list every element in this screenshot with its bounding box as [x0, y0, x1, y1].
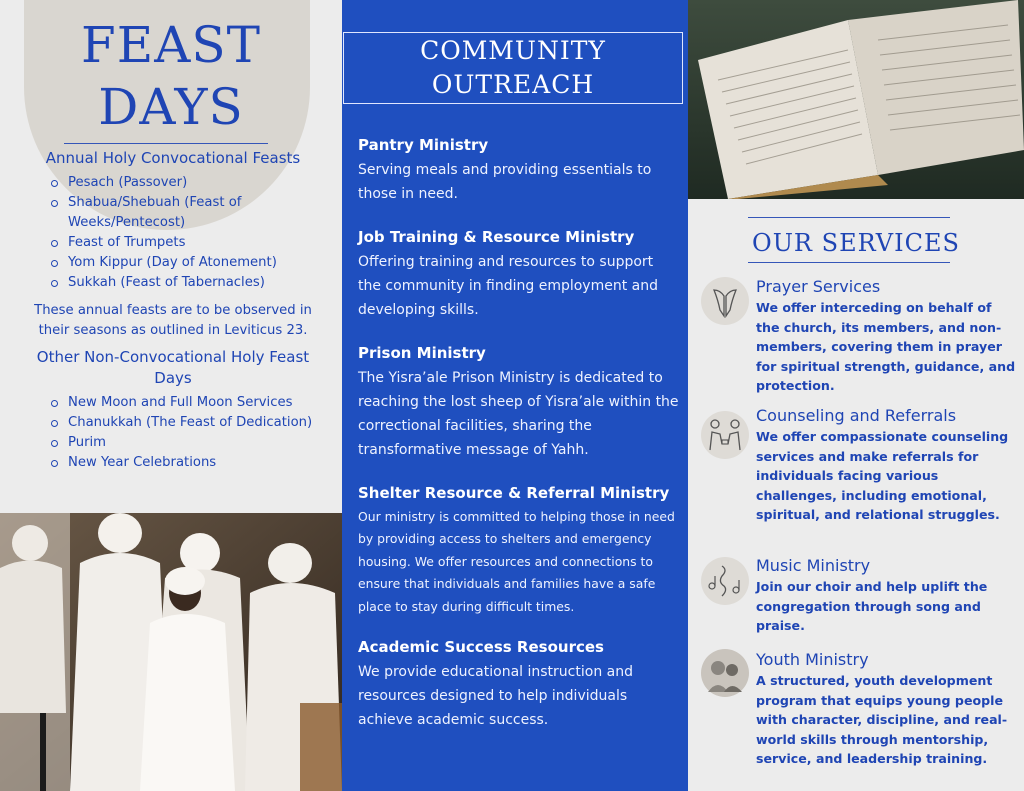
services-title: OUR SERVICES [752, 229, 960, 257]
outreach-sections [358, 134, 680, 752]
youth-icon [700, 648, 750, 698]
open-bible-photo [688, 0, 1024, 199]
leviticus-note: These annual feasts are to be observed in their seasons as outlined in Leviticus 23. [34, 303, 312, 338]
other-feasts-list [18, 393, 328, 473]
outreach-title [342, 34, 684, 102]
annual-feasts-list [18, 173, 328, 293]
service-title-music: Music Ministry [756, 556, 871, 575]
section-title-pantry: Pantry Ministry [358, 136, 489, 154]
service-music [756, 556, 1018, 636]
list-item: Pesach (Passover) [50, 173, 328, 193]
service-counseling [756, 406, 1018, 525]
outreach-title-line1: COMMUNITY [420, 36, 606, 65]
outreach-title-line2: OUTREACH [431, 70, 595, 99]
service-text-youth: A structured, youth development program that equips young people with character, discipline, and real-world skills through mentorship, service, and leadership training. [756, 673, 1008, 766]
music-notes-icon [700, 556, 750, 606]
service-title-counseling: Counseling and Referrals [756, 406, 957, 425]
section-title-job-training: Job Training & Resource Ministry [358, 228, 635, 246]
feast-days-content [18, 148, 328, 481]
list-item: New Year Celebrations [50, 453, 328, 473]
our-services-panel [688, 0, 1024, 791]
feast-title-line2: DAYS [98, 78, 244, 136]
praying-hands-icon [700, 276, 750, 326]
section-text-academic: We provide educational instruction and resources designed to help individuals achieve academic success. [358, 664, 633, 729]
choir-photo-image [0, 513, 342, 791]
section-title-academic: Academic Success Resources [358, 638, 604, 657]
list-item: New Moon and Full Moon Services [50, 393, 328, 413]
list-item: Shabua/Shebuah (Feast of Weeks/Pentecost) [50, 193, 328, 233]
service-title-youth: Youth Ministry [756, 650, 869, 669]
list-item: Chanukkah (The Feast of Dedication) [50, 413, 328, 433]
annual-feasts-heading: Annual Holy Convocational Feasts [45, 149, 301, 167]
section-text-job-training: Offering training and resources to support the community in finding employment and developing skills. [358, 254, 658, 318]
feast-title-line1: FEAST [81, 16, 261, 74]
service-text-counseling: We offer compassionate counseling services and make referrals for individuals facing various challenges, including emotional, spiritual, and relational struggles. [756, 429, 1009, 522]
section-title-shelter: Shelter Resource & Referral Ministry [358, 484, 670, 502]
list-item: Feast of Trumpets [50, 233, 328, 253]
section-text-prison: The Yisra’ale Prison Ministry is dedicated to reaching the lost sheep of Yisra’ale within the correctional facilities, sharing the transformative message of Yahh. [358, 370, 679, 458]
title-divider [64, 143, 268, 144]
service-youth [756, 650, 1018, 769]
service-text-music: Join our choir and help uplift the congregation through song and praise. [756, 579, 988, 633]
service-text-prayer: We offer interceding on behalf of the church, its members, and non-members, covering them in prayer for spiritual strength, guidance, and protection. [756, 300, 1016, 393]
list-item: Purim [50, 433, 328, 453]
list-item: Yom Kippur (Day of Atonement) [50, 253, 328, 273]
choir-photo [0, 513, 342, 791]
feast-days-panel [0, 0, 342, 791]
services-rule-bottom [748, 262, 950, 263]
community-outreach-panel [342, 0, 688, 791]
service-prayer [756, 277, 1018, 396]
service-title-prayer: Prayer Services [756, 277, 881, 296]
section-text-pantry: Serving meals and providing essentials to those in need. [358, 162, 652, 202]
services-rule-top [748, 217, 950, 218]
feast-days-title [0, 14, 342, 138]
list-item: Sukkah (Feast of Tabernacles) [50, 273, 328, 293]
open-bible-image [688, 0, 1024, 199]
section-text-shelter: Our ministry is committed to helping those in need by providing access to shelters and emergency housing. We offer resources and connections to ensure that individuals and families have a safe place to stay during difficult times. [358, 509, 675, 614]
section-title-prison: Prison Ministry [358, 344, 486, 362]
other-feasts-heading: Other Non-Convocational Holy Feast Days [36, 348, 310, 387]
counseling-icon [700, 410, 750, 460]
